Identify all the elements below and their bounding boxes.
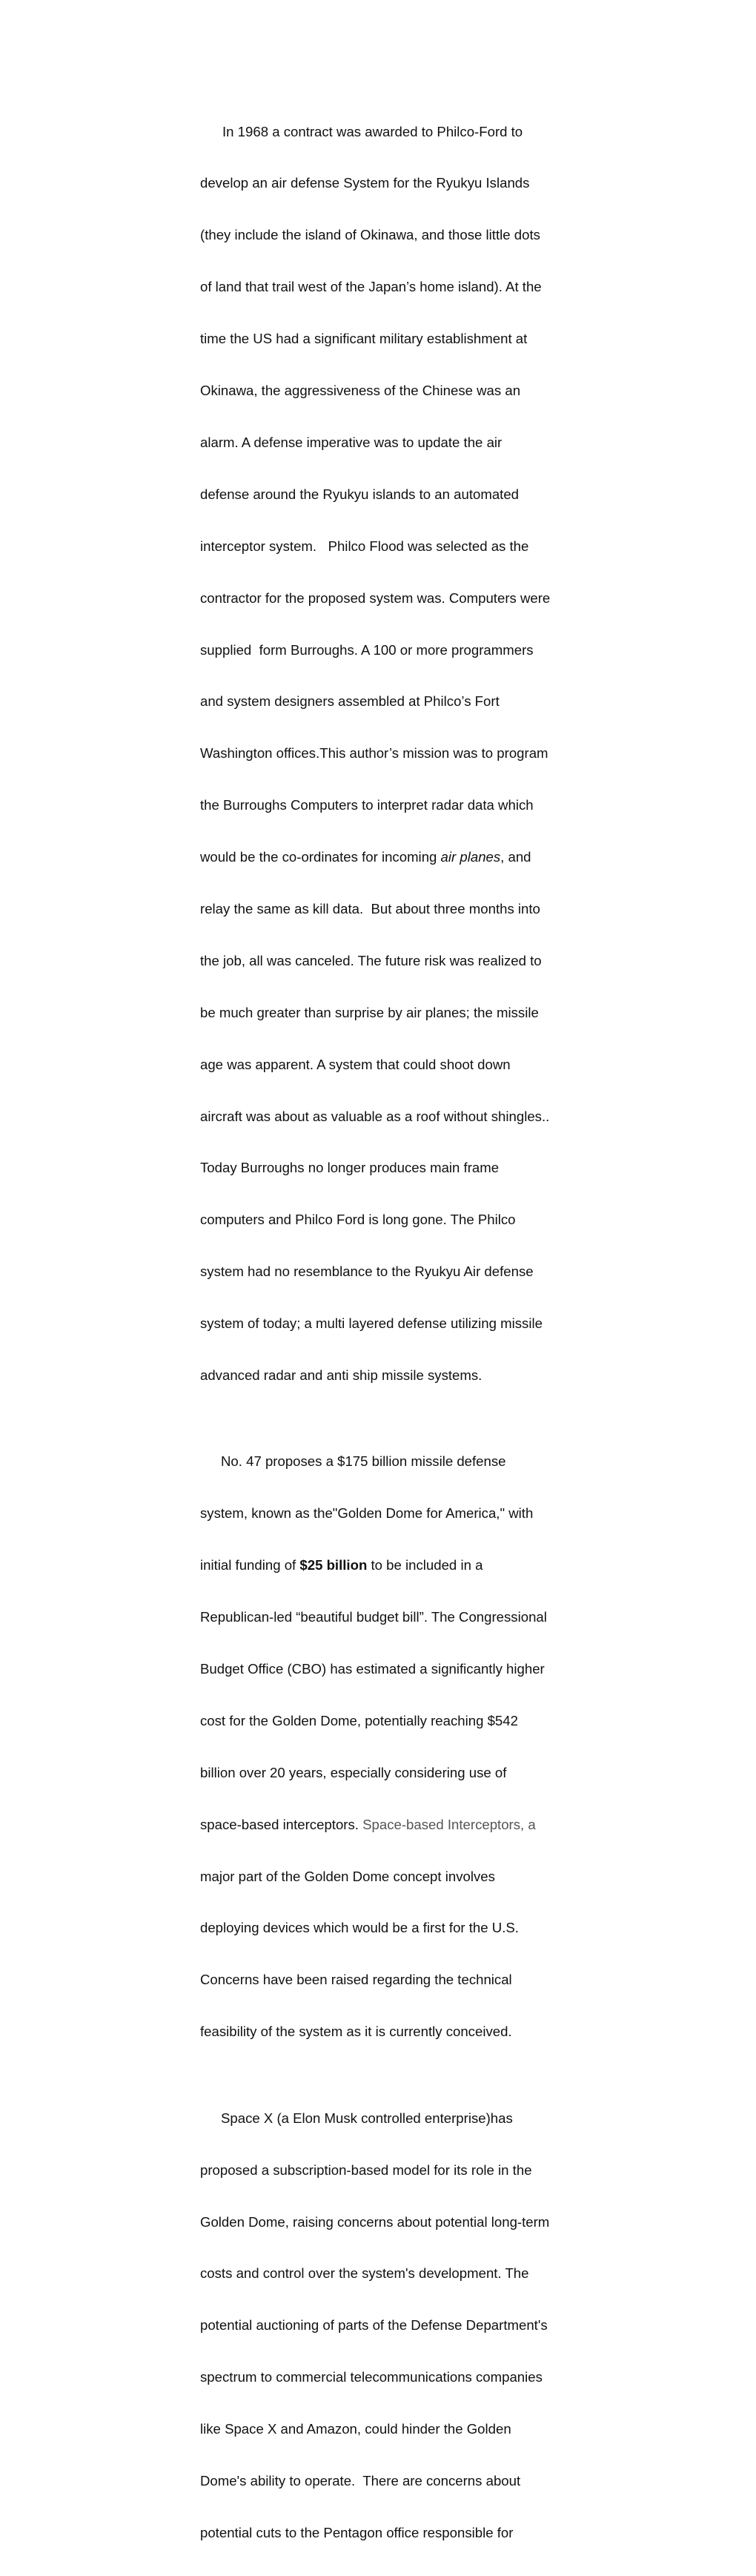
text-line: potential cuts to the Pentagon office responsible for xyxy=(200,2524,514,2540)
text-line: Golden Dome, raising concerns about potential long-term xyxy=(200,2213,550,2230)
text-line: like Space X and Amazon, could hinder the Golden xyxy=(200,2421,511,2437)
text-line: of land that trail west of the Japan’s home island). At the xyxy=(200,279,542,295)
text-line: Concerns have been raised regarding the technical xyxy=(200,1972,512,1988)
body-text xyxy=(200,88,580,2576)
text-line: Today Burroughs no longer produces main frame xyxy=(200,1160,500,1176)
text-line: time the US had a significant military establishment at xyxy=(200,331,528,347)
text-line: develop an air defense System for the Ryukyu Islands xyxy=(200,175,530,191)
text-line: system of today; a multi layered defense utilizing missile xyxy=(200,1315,543,1332)
text-line: relay the same as kill data. But about three months into xyxy=(200,900,540,917)
text-line: supplied form Burroughs. A 100 or more programmers xyxy=(200,641,534,658)
text-segment: , and xyxy=(500,849,531,865)
text-line: spectrum to commercial telecommunications companies xyxy=(200,2369,543,2385)
text-line: and system designers assembled at Philco’s Fort xyxy=(200,693,500,710)
text-line: deploying devices which would be a first for the U.S. xyxy=(200,1920,519,1936)
text-line: system had no resemblance to the Ryukyu Air defense xyxy=(200,1264,534,1280)
text-line: computers and Philco Ford is long gone. The Philco xyxy=(200,1212,516,1228)
text-segment: would be the co-ordinates for incoming xyxy=(200,849,441,865)
bold-text: $25 billion xyxy=(299,1557,368,1573)
text-line: Washington offices.This author’s mission was to program xyxy=(200,745,548,762)
text-line: cost for the Golden Dome, potentially reaching $542 xyxy=(200,1712,518,1728)
text-line: Budget Office (CBO) has estimated a significantly higher xyxy=(200,1661,545,1677)
text-line: feasibility of the system as it is currently conceived. xyxy=(200,2024,512,2040)
text-line: advanced radar and anti ship missile systems. xyxy=(200,1367,483,1383)
text-line xyxy=(200,1556,580,1573)
text-line: billion over 20 years, especially considering use of xyxy=(200,1764,507,1780)
text-line: system, known as the"Golden Dome for America," with xyxy=(200,1505,534,1522)
text-line: proposed a subscription-based model for its role in the xyxy=(200,2161,532,2178)
text-line: Space X (a Elon Musk controlled enterprise)has xyxy=(221,2110,513,2126)
text-line xyxy=(200,848,580,865)
text-line: Republican-led “beautiful budget bill”. The Congressional xyxy=(200,1609,547,1625)
text-line: potential auctioning of parts of the Defense Department's xyxy=(200,2317,548,2334)
text-line: age was apparent. A system that could shoot down xyxy=(200,1056,511,1072)
paragraph-golden-dome xyxy=(200,1419,580,2075)
text-line: Dome's ability to operate. There are concerns about xyxy=(200,2472,521,2489)
text-line: the job, all was canceled. The future risk was realized to xyxy=(200,952,542,968)
text-segment: initial funding of xyxy=(200,1557,300,1573)
paragraph-space-x xyxy=(200,2075,580,2576)
text-line: costs and control over the system's development. The xyxy=(200,2265,529,2282)
text-line: defense around the Ryukyu islands to an automated xyxy=(200,486,520,502)
paragraph-1968-contract xyxy=(200,88,580,1419)
text-line: interceptor system. Philco Flood was selected as the xyxy=(200,538,529,554)
text-line: Okinawa, the aggressiveness of the Chinese was an xyxy=(200,383,521,399)
text-line: In 1968 a contract was awarded to Philco-Ford to xyxy=(222,123,523,139)
text-line: major part of the Golden Dome concept involves xyxy=(200,1868,495,1884)
text-line: No. 47 proposes a $175 billion missile defense xyxy=(221,1453,506,1470)
text-line: the Burroughs Computers to interpret radar data which xyxy=(200,797,534,813)
text-line xyxy=(200,1816,580,1833)
gray-text: Space-based Interceptors, a xyxy=(362,1816,536,1832)
text-segment: space-based interceptors. xyxy=(200,1816,363,1832)
text-line: alarm. A defense imperative was to update the air xyxy=(200,434,503,450)
text-line: be much greater than surprise by air planes; the missile xyxy=(200,1004,539,1020)
text-line: contractor for the proposed system was. Computers were xyxy=(200,589,551,606)
text-segment: to be included in a xyxy=(367,1557,483,1573)
italic-text: air planes xyxy=(440,849,501,865)
text-line: aircraft was about as valuable as a roof without shingles.. xyxy=(200,1108,550,1124)
text-line: (they include the island of Okinawa, and those little dots xyxy=(200,227,540,243)
